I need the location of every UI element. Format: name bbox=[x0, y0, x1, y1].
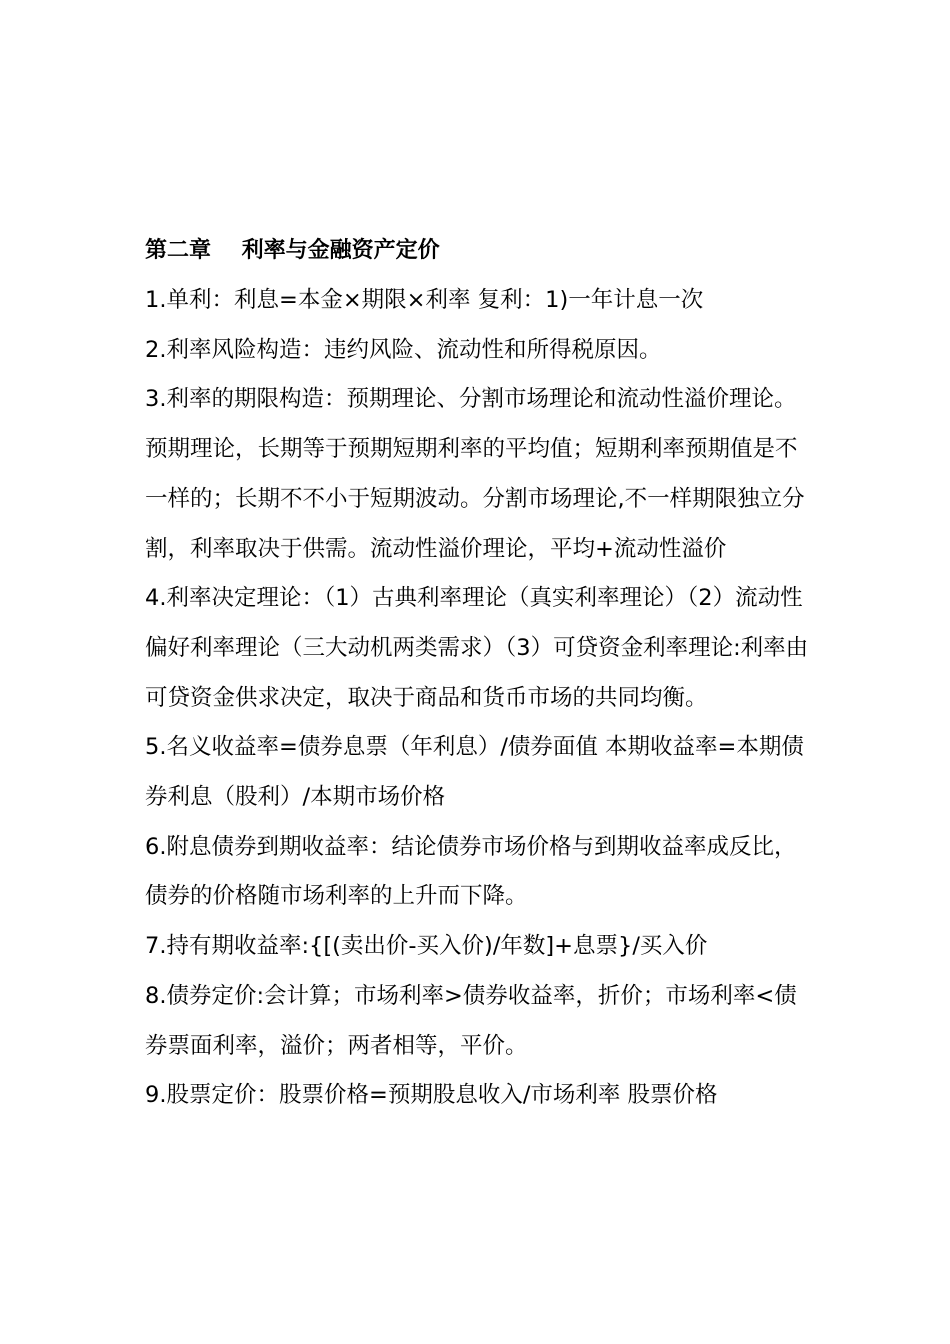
paragraph-6: 6.附息债券到期收益率：结论债券市场价格与到期收益率成反比，债券的价格随市场利率的上升而下降。 bbox=[145, 833, 797, 910]
paragraph-1: 1.单利：利息=本金×期限×利率 复利：1)一年计息一次 bbox=[145, 287, 704, 313]
chapter-title: 第二章 利率与金融资产定价 bbox=[145, 238, 440, 263]
paragraph-5: 5.名义收益率=债券息票（年利息）/债券面值 本期收益率=本期债券利息（股利）/本期市场价格 bbox=[145, 734, 804, 811]
paragraph-2: 2.利率风险构造：违约风险、流动性和所得税原因。 bbox=[145, 336, 662, 363]
document-page bbox=[145, 226, 815, 1121]
paragraph-4: 4.利率决定理论：（1）古典利率理论（真实利率理论）（2）流动性偏好利率理论（三大动机两类需求）（3）可贷资金利率理论:利率由可贷资金供求决定，取决于商品和货币市场的共同均衡。 bbox=[145, 585, 809, 711]
paragraph-9: 9.股票定价：股票价格=预期股息收入/市场利率 股票价格 bbox=[145, 1082, 718, 1109]
paragraph-8: 8.债券定价:会计算；市场利率>债券收益率，折价；市场利率<债券票面利率，溢价；两者相等，平价。 bbox=[145, 982, 797, 1059]
paragraph-3: 3.利率的期限构造：预期理论、分割市场理论和流动性溢价理论。预期理论，长期等于预期短期利率的平均值；短期利率预期值是不一样的；长期不不小于短期波动。分割市场理论,不一样期限独立分割，利率取决于供需。流动性溢价理论，平均+流动性溢价 bbox=[145, 386, 805, 562]
paragraph-7: 7.持有期收益率:{[(卖出价-买入价)/年数]+息票}/买入价 bbox=[145, 933, 708, 960]
